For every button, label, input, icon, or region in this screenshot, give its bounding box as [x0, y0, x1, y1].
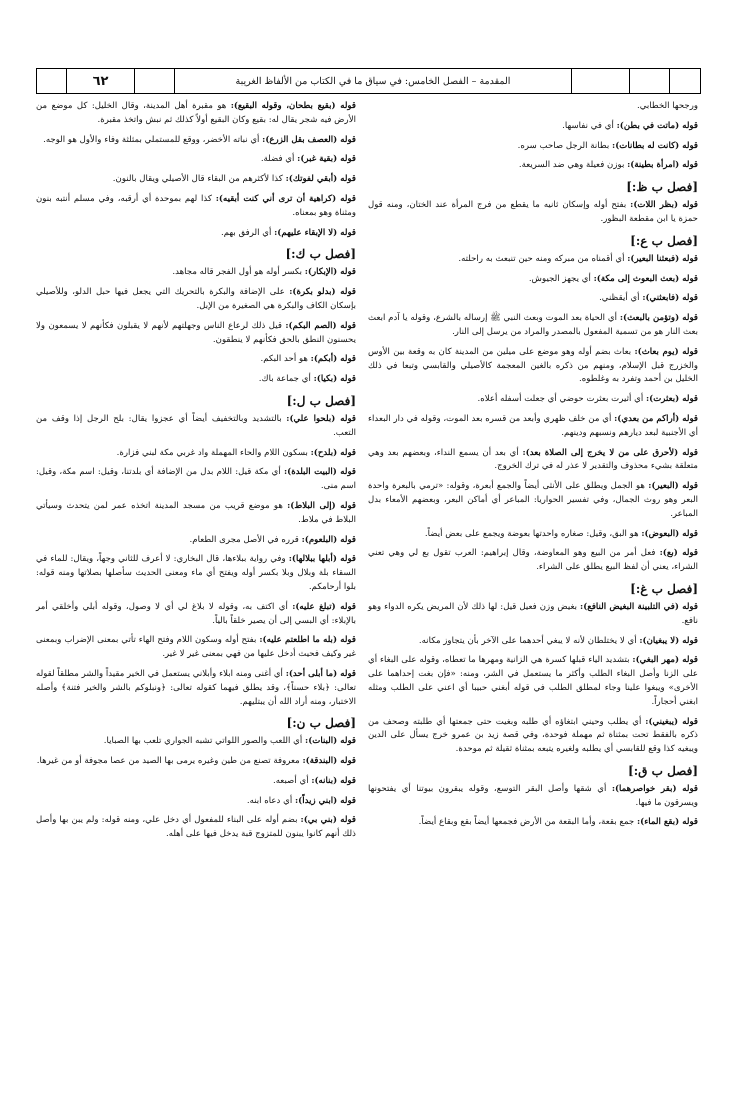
- entry-term: قوله (وتؤمن بالبعث):: [619, 313, 698, 324]
- entry-text: أي يطلب وحيني ابتغاؤه أي طلبه وبغيت حتى جمعتها أي طلبته وصحف من ذكره بالفقط تحت بمثناة ثم مهملة فوحدة، وفي قصة زيد بن عمرو خرج يسأل على الدين ويبغيه كذا وقع للقابسي أي يطلبه ولغيره يتبعه بمثناة ثقيلة ثم موحدة.: [368, 716, 698, 755]
- section-heading: [فصل ب ق:]: [628, 763, 698, 778]
- entry-term: قوله (امرأة بطينة):: [627, 160, 698, 171]
- entry-term: قوله (فبعثنا البعير):: [627, 253, 698, 264]
- section-heading: [فصل ب ك:]: [285, 247, 356, 262]
- entry-paragraph: [368, 783, 698, 811]
- entry-paragraph: [36, 227, 356, 241]
- entry-text: بكسر أوله هو أول الفجر قاله مجاهد.: [172, 267, 305, 278]
- entry-text: هو البق، وقيل: صغاره واحدتها بعوضة ويجمع على بعض أيضاً.: [424, 528, 642, 539]
- entry-term: قوله (بقع الماء):: [636, 817, 698, 828]
- entry-text: بتشديد الياء قبلها كسرة هي الزانية ومهرها ما تعطاه، وقوله على البغاء أي على الزنا وأصل البغاء الطلب وأكثر ما يستعمل في الشر، ومنه: «فإن بغت إحداهما على الأخرى» ويبغوا علينا وجاء لمطلق الطلب في قوله أبغني حبيبا أي اعني على الطلب ومثله ابغني أحجاراً.: [368, 655, 698, 707]
- entry-term: قوله (البندقة):: [302, 756, 356, 767]
- entry-text: أي اكتف به، وقوله لا بلاغ لي أي لا وصول، وقوله أبلي وأخلقي أمر بالإبلاء: أي البسي إلى أن يصير خلقاً بالياً.: [36, 601, 356, 626]
- entry-term: قوله (البلعوم):: [301, 534, 356, 545]
- entry-text: بوزن فعيلة وهي ضد السريعة.: [518, 160, 628, 171]
- entry-term: قوله (لأحرق على من لا يخرج إلى الصلاة بعد):: [522, 447, 698, 458]
- header-blank-cell: [572, 69, 630, 93]
- entry-term: قوله (أراكم من بعدي):: [614, 413, 698, 424]
- entry-text: أي في نفاسها.: [562, 120, 617, 131]
- entry-text: جمع بقعة، وأما البقعة من الأرض فجمعها أيضاً بقع وبقاع أيضاً.: [418, 817, 637, 828]
- entry-paragraph: [368, 528, 698, 542]
- entry-term: قوله (بقيع بطحان، وقوله البقيع):: [230, 101, 356, 111]
- entry-text: أي من خلف ظهري وأبعد من قسره بعد الموت، وقوله في دار البعداء أي الأجنبية لبعد ديارهم ونسبهم ودينهم.: [368, 413, 698, 438]
- entry-paragraph: [36, 286, 356, 314]
- entry-term: قوله (بقية غبر):: [297, 154, 356, 165]
- entry-paragraph: [368, 120, 698, 134]
- page-header-title: المقدمة – الفصل الخامس: في سياق ما في الكتاب من الألفاظ الغريبة: [175, 69, 572, 93]
- entry-term: قوله (بنانه):: [311, 775, 356, 786]
- right-column: [368, 100, 698, 836]
- header-blank-cell: [670, 69, 700, 93]
- entry-text: ورجحها الخطابي.: [637, 101, 698, 111]
- entry-term: قوله (البعوض):: [641, 528, 698, 539]
- entry-text: قيل ذلك لرعاع الناس وجهلتهم لأنهم لا يقبلون فكأنهم لا يسمعون ولا يحسنون النطق بالحق فكأنهم لا ينطقون.: [36, 320, 356, 345]
- entry-paragraph: [368, 312, 698, 340]
- entry-term: قوله (العصف بقل الزرع):: [262, 134, 356, 145]
- entry-paragraph: [368, 547, 698, 575]
- entry-text: أي أيقظني.: [599, 293, 643, 304]
- header-blank-cell: [135, 69, 175, 93]
- entry-paragraph: [36, 755, 356, 769]
- entry-text: أي الرفق بهم.: [220, 227, 275, 238]
- entry-text: أي يجهز الجيوش.: [528, 273, 594, 284]
- entry-paragraph: [36, 668, 356, 709]
- entry-text: بفتح أوله وإسكان ثانيه ما يقطع من فرج المرأة عند الختان، ومنه قول حمزة يا ابن مقطعة البظور.: [368, 200, 698, 224]
- section-heading: [فصل ب ظ:]: [626, 180, 698, 195]
- entry-text: وفي رواية ببلاءها، قال البخاري: لا أعرف للثاني وجهاً، ويقال: للماء في السقاء بلة وبلال وبلا بكسر أوله ويفتح أي ماء ومعنى الحديث سأصلها بصلاتها ومنه قوله: بلوا أرحامكم.: [36, 554, 356, 592]
- entry-text: أي لا يختلطان لأنه لا يبغي أحدهما على الآخر بأن يتجاوز مكانه.: [418, 635, 640, 646]
- section-heading: [فصل ب ل:]: [286, 393, 356, 408]
- entry-paragraph: [368, 480, 698, 521]
- entry-text: هو الجمل ويطلق على الأنثى أيضاً والجمع أبعرة، وقوله: «ترمي بالبعرة واحدة البعر وهو روث الجمال، وفي تفسير الحواريا: المباعر أي أماكن البعر، وبعضهم الأمعاء بدل المباعر.: [368, 481, 698, 519]
- entry-term: قوله (لا الإبقاء عليهم):: [274, 227, 356, 238]
- entry-term: قوله (في التلبينة البغيض النافع):: [580, 601, 698, 612]
- entry-paragraph: [368, 292, 698, 306]
- entry-text: أي أغنى ومنه ابلاء وأبلاني يستعمل في الخير مقيداً والشر مطلقاً لقوله تعالى: ﴿بلاء حسناً﴾، وقد يطلق فيهما كقوله تعالى: ﴿ونبلوكم بالشر والخير فتنة﴾ وأصله الاختبار، ومنه أراد الله أن يبتليهم.: [36, 668, 356, 707]
- entry-term: قوله (يبغيني):: [645, 716, 698, 727]
- entry-term: قوله (البعير):: [648, 481, 698, 492]
- entry-term: قوله (لا يبغيان):: [639, 635, 698, 646]
- entry-text: أي بعد أن يسمع النداء، وبعضهم بعد وهي متعلقة بشيء محذوف والتقدير لا عذر له في ترك الخروج.: [368, 447, 698, 472]
- entry-term: قوله (بعثرت):: [645, 394, 698, 405]
- entry-text: أي مكة قيل: اللام بدل من الإضافة أي بلدتنا، وقيل: اسم مكة، وقيل: اسم منى.: [36, 467, 356, 492]
- entry-paragraph: [36, 320, 356, 348]
- entry-paragraph: [368, 601, 698, 629]
- entry-paragraph: [36, 134, 356, 148]
- section-heading: [فصل ب ع:]: [630, 233, 698, 248]
- entry-term: قوله (بني بي):: [300, 815, 356, 826]
- header-blank-cell: [630, 69, 670, 93]
- entry-term: قوله (أبلها ببلالها):: [288, 554, 357, 565]
- entry-term: قوله (بظر اللات):: [630, 200, 698, 211]
- section-heading: [فصل ب غ:]: [630, 581, 698, 596]
- entry-paragraph: [36, 775, 356, 789]
- entry-term: قوله (بع):: [659, 548, 698, 559]
- entry-paragraph: [36, 100, 356, 128]
- left-column: [36, 100, 356, 848]
- entry-paragraph: [36, 500, 356, 528]
- entry-term: قوله (أبقي لفوتك):: [285, 174, 356, 185]
- entry-term: قوله (مهر البغي):: [632, 655, 698, 666]
- entry-term: قوله (بقر خواصرهما):: [611, 783, 698, 794]
- entry-paragraph: [368, 100, 698, 114]
- entry-term: قوله (بلدح):: [310, 447, 356, 458]
- entry-paragraph: [36, 795, 356, 809]
- entry-text: هو أحد البكم.: [260, 354, 311, 365]
- entry-term: قوله (بعث البعوث إلى مكة):: [593, 273, 698, 284]
- entry-paragraph: [368, 159, 698, 173]
- entry-term: قوله (البنات):: [305, 736, 356, 747]
- entry-paragraph: [368, 346, 698, 387]
- entry-paragraph: [36, 373, 356, 387]
- entry-text: هو موضع قريب من مسجد المدينة اتخذه عمر لمن يتحدث وسيأتي البلاط في ملاط.: [36, 500, 356, 525]
- entry-paragraph: [36, 266, 356, 280]
- entry-term: قوله (بدلو بكرة):: [289, 287, 356, 298]
- entry-text: بسكون اللام والحاء المهملة واد غربي مكة لبني فزارة.: [116, 447, 311, 458]
- entry-text: أي شقها وأصل البقر التوسع، وقوله يبقرون بيوتنا أي يفتحونها ويسرقون ما فيها.: [368, 783, 698, 808]
- entry-text: بالتشديد وبالتخفيف أيضاً أي عجزوا يقال: بلح الرجل إذا وقف من التعب.: [36, 413, 356, 438]
- entry-text: كذا لهم بموحدة أي أرقبه، وفي مسلم أنتبه بنون ومثناة وهو بمعناه.: [36, 193, 356, 218]
- entry-paragraph: [368, 253, 698, 267]
- entry-term: قوله (الإبكار):: [304, 267, 356, 278]
- entry-paragraph: [368, 447, 698, 475]
- entry-term: قوله (إلى البلاط):: [287, 500, 356, 511]
- entry-paragraph: [368, 273, 698, 287]
- entry-term: قوله (فابعثني):: [642, 293, 698, 304]
- entry-text: كذا لأكثرهم من البقاء قال الأصيلي ويقال بالنون.: [112, 174, 286, 185]
- entry-text: بضم أوله على البناء للمفعول أي دخل علي، ومنه قوله: ولم يبن بها وأصل ذلك أنهم كانوا يبنون للمتزوج قبة يدخل فيها على أهله.: [36, 815, 356, 840]
- entry-text: بغيض وزن فعيل قيل: لها ذلك لأن المريض يكره الدواء وهو نافع.: [368, 601, 698, 626]
- entry-text: بطانة الرجل صاحب سره.: [517, 140, 613, 151]
- entry-paragraph: [36, 447, 356, 461]
- entry-paragraph: [368, 393, 698, 407]
- entry-term: قوله (بله ما اطلعتم عليه):: [259, 635, 356, 646]
- page-number: ٦٢: [67, 69, 135, 93]
- entry-paragraph: [36, 466, 356, 494]
- entry-term: قوله (يوم بعاث):: [634, 346, 698, 357]
- entry-paragraph: [36, 634, 356, 662]
- entry-text: أي أثيرت بعثرت حوضي أي جعلت أسفله أعلاه.: [477, 394, 646, 405]
- entry-text: أي اللعب والصور اللواتي تشبه الجواري تلعب بها الصبايا.: [103, 736, 306, 747]
- entry-text: فعل أمر من البيع وهو المعاوضة، وقال إبراهيم: العرب تقول بع لي وهي تعني الشراء، يعني أن لفظ البيع يطلق على الشراء.: [368, 548, 698, 573]
- entry-term: قوله (كراهية أن ترى أني كنت أبقيه):: [215, 193, 356, 204]
- entry-paragraph: [36, 173, 356, 187]
- entry-paragraph: [36, 413, 356, 441]
- entry-term: قوله (ابني زيداً):: [294, 795, 356, 806]
- entry-text: أي نباته الأخضر، ووقع للمستملي بمثلثة وفاء والأول هو الوجه.: [43, 134, 263, 145]
- entry-text: بفتح أوله وسكون اللام وفتح الهاء تأتي بمعنى الإضراب وبمعنى غير وكيف فحيث أدخل عليها من فهي بمعنى غير لا غير.: [36, 635, 356, 660]
- entry-paragraph: [36, 601, 356, 629]
- entry-term: قوله (بكيا):: [313, 374, 356, 385]
- entry-term: قوله (الصم البكم):: [285, 320, 356, 331]
- section-heading: [فصل ب ن:]: [286, 716, 356, 731]
- entry-text: قرره في الأصل مجرى الطعام.: [189, 534, 302, 545]
- entry-paragraph: [36, 735, 356, 749]
- entry-paragraph: [368, 654, 698, 709]
- entry-paragraph: [368, 140, 698, 154]
- entry-paragraph: [368, 716, 698, 757]
- entry-paragraph: [36, 553, 356, 594]
- entry-text: أي جماعة باك.: [258, 374, 314, 385]
- entry-text: أي أقمناه من مبركه ومنه حين تنبعث به راحلته.: [458, 253, 628, 264]
- entry-paragraph: [368, 413, 698, 441]
- entry-text: أي الحياة بعد الموت وبعث النبي ﷺ إرساله بالشرع، وقوله يا آدم ابعث بعث النار هو من تسمية المفعول بالمصدر والمراد من يرسل إلى النار.: [368, 313, 698, 337]
- entry-text: معروفة تصنع من طين وغيره يرمى بها الصيد من عصا مجوفة أو من غيرها.: [36, 756, 303, 767]
- entry-text: أي فضلة.: [260, 154, 298, 165]
- entry-term: قوله (أبكم):: [310, 354, 356, 365]
- entry-term: قوله (ماتت في بطن):: [616, 120, 698, 131]
- entry-paragraph: [36, 153, 356, 167]
- entry-paragraph: [36, 814, 356, 842]
- entry-text: على الإضافة والبكرة بالتحريك التي يجعل فيها حبل الدلو، وللأصيلي بإسكان الكاف والبكرة هي الصغيرة من الإبل.: [36, 287, 356, 311]
- entry-term: قوله (كانت له بطانات):: [612, 140, 698, 151]
- entry-paragraph: [368, 635, 698, 649]
- entry-paragraph: [368, 199, 698, 227]
- entry-paragraph: [36, 534, 356, 548]
- header-blank-cell: [37, 69, 67, 93]
- entry-paragraph: [36, 353, 356, 367]
- entry-term: قوله (بلحوا علي):: [286, 413, 356, 424]
- entry-text: أي دعاه ابنه.: [246, 795, 295, 806]
- entry-text: بعاث بضم أوله وهو موضع على ميلين من المدينة كان به وقعة بين الأوس والخزرج قبل الإسلام، ومنهم من ذكره بالغين المعجمة كالأصيلي والقابسي وتبعا في ذلك الخليل بن أحمد وتفرد به وغلطوه.: [368, 346, 698, 385]
- entry-term: قوله (ما أبلى أحد):: [285, 668, 356, 679]
- entry-paragraph: [368, 816, 698, 830]
- entry-text: أي أصبعه.: [272, 775, 312, 786]
- entry-term: قوله (البيت البلدة):: [283, 467, 356, 478]
- entry-paragraph: [36, 193, 356, 221]
- entry-text: هو مقبرة أهل المدينة، وقال الخليل: كل موضع من الأرض فيه شجر يقال له: بقيع وكان البقيع أولاً كذلك ثم نبش واتخذ مقبرة.: [36, 101, 356, 125]
- entry-term: قوله (تبلغ عليه):: [292, 601, 357, 612]
- page-header: [36, 68, 701, 94]
